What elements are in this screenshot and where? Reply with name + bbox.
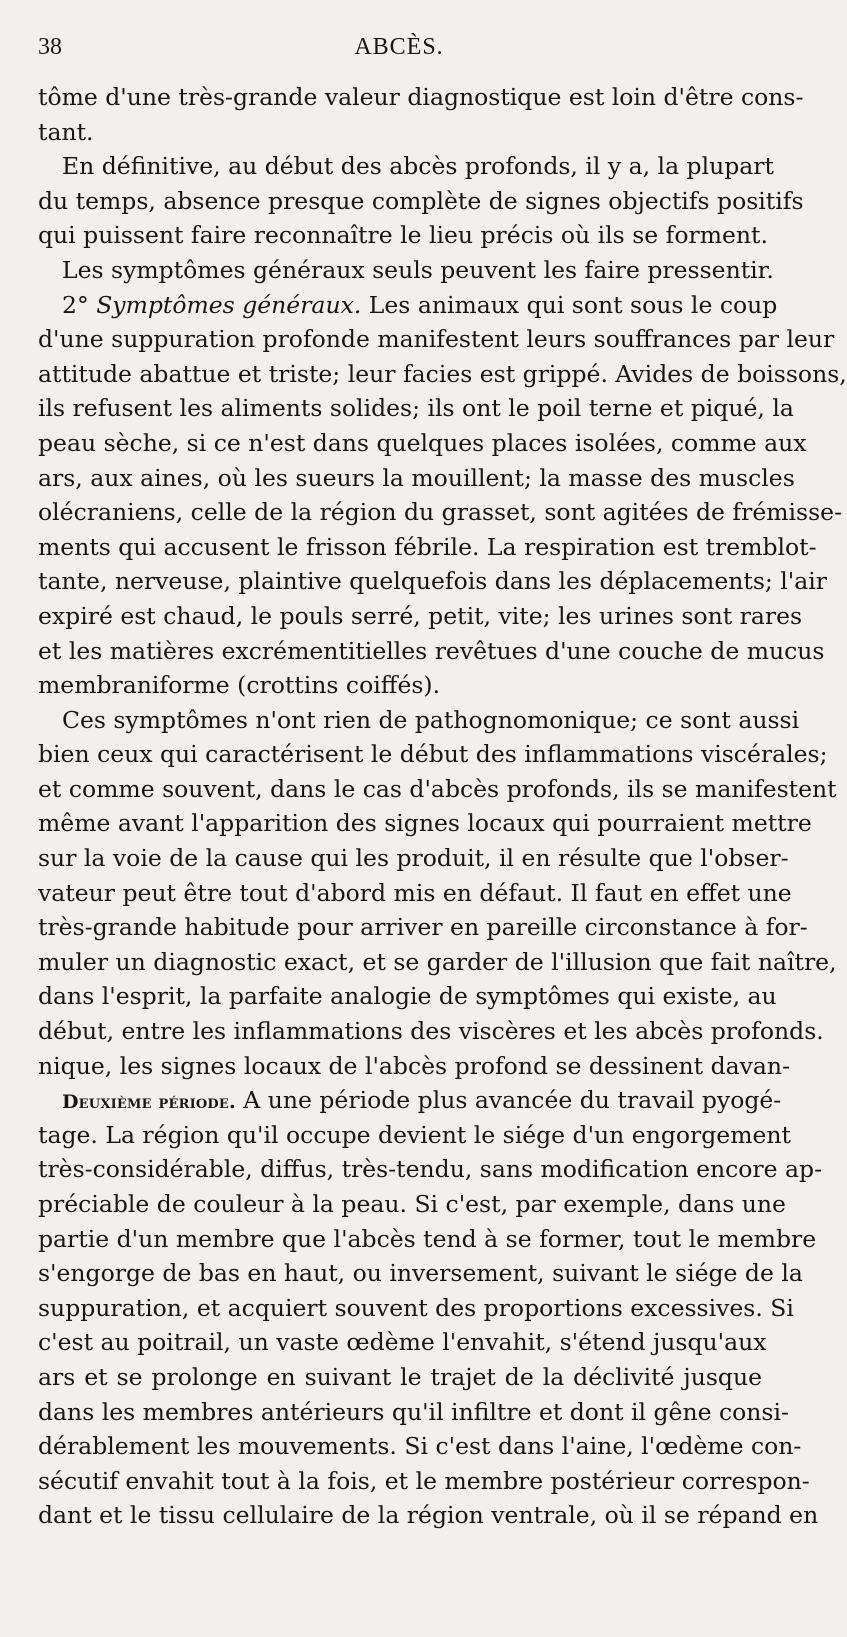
text-line: nique, les signes locaux de l'abcès profond se dessinent davan- bbox=[38, 1051, 791, 1080]
text-line: partie d'un membre que l'abcès tend à se former, tout le membre bbox=[38, 1224, 817, 1253]
text-line: peau sèche, si ce n'est dans quelques places isolées, comme aux bbox=[38, 428, 807, 457]
text-line: d'une suppuration profonde manifestent leurs souffrances par leur bbox=[38, 325, 835, 354]
section-heading: Deuxième période. bbox=[62, 1091, 236, 1114]
section-title: Symptômes généraux. bbox=[96, 290, 362, 319]
text-line bbox=[38, 1533, 762, 1568]
text-line: tôme d'une très-grande valeur diagnostique est loin d'être cons- bbox=[38, 83, 804, 111]
text-line: s'engorge de bas en haut, ou inversement, suivant le siége de la bbox=[38, 1259, 803, 1288]
text-line: sur la voie de la cause qui les produit, il en résulte que l'obser- bbox=[38, 844, 789, 873]
running-title: ABCÈS. bbox=[354, 34, 444, 60]
text-line: tage. La région qu'il occupe devient le siége d'un engorgement bbox=[38, 1120, 791, 1149]
text-line: En définitive, au début des abcès profonds, il y a, la plupart bbox=[62, 152, 774, 181]
section-number: 2° bbox=[62, 290, 89, 319]
text-line bbox=[38, 1602, 762, 1637]
text-line: très-grande habitude pour arriver en pareille circonstance à for- bbox=[38, 913, 808, 942]
text-line: Ces symptômes n'ont rien de pathognomonique; ce sont aussi bbox=[62, 705, 800, 734]
text-line: préciable de couleur à la peau. Si c'est, par exemple, dans une bbox=[38, 1190, 786, 1218]
text-line: membraniforme (crottins coiffés). bbox=[38, 671, 441, 700]
text-line: olécraniens, celle de la région du grasset, sont agitées de frémisse- bbox=[38, 498, 843, 527]
text-line: c'est au poitrail, un vaste œdème l'envahit, s'étend jusqu'aux bbox=[38, 1328, 767, 1357]
text-line: dérablement les mouvements. Si c'est dans l'aine, l'œdème con- bbox=[38, 1432, 802, 1461]
text-line: sécutif envahit tout à la fois, et le membre postérieur correspon- bbox=[38, 1466, 810, 1495]
text-line: tant. bbox=[38, 117, 94, 146]
text-line: début, entre les inflammations des viscères et les abcès profonds. bbox=[38, 1017, 824, 1046]
text-line: vateur peut être tout d'abord mis en défaut. Il faut en effet une bbox=[38, 878, 792, 907]
text-line: suppuration, et acquiert souvent des proportions excessives. Si bbox=[38, 1293, 794, 1322]
text-line: ils refusent les aliments solides; ils ont le poil terne et piqué, la bbox=[38, 394, 794, 423]
text-line: très-considérable, diffus, très-tendu, sans modification encore ap- bbox=[38, 1155, 823, 1184]
body-text bbox=[38, 80, 847, 1637]
text-line: même avant l'apparition des signes locaux qui pourraient mettre bbox=[38, 809, 812, 838]
page-header bbox=[38, 30, 760, 64]
text-line: bien ceux qui caractérisent le début des inflammations viscérales; bbox=[38, 740, 828, 769]
text-line bbox=[38, 1083, 782, 1118]
text-line: ars et se prolonge en suivant le trajet de la déclivité jusque bbox=[38, 1362, 762, 1391]
text-line: ments qui accusent le frisson fébrile. La respiration est tremblot- bbox=[38, 532, 817, 561]
text-line: dant et le tissu cellulaire de la région ventrale, où il se répand en bbox=[38, 1501, 819, 1530]
text-line: du temps, absence presque complète de signes objectifs positifs bbox=[38, 186, 804, 215]
text-line: qui puissent faire reconnaître le lieu précis où ils se forment. bbox=[38, 221, 768, 250]
page-number: 38 bbox=[38, 34, 62, 60]
text-line: attitude abattue et triste; leur facies est grippé. Avides de boissons, bbox=[38, 359, 847, 388]
text-line: Les symptômes généraux seuls peuvent les faire pressentir. bbox=[62, 255, 774, 284]
text-line bbox=[38, 1568, 762, 1603]
text-line: dans les membres antérieurs qu'il infiltre et dont il gêne consi- bbox=[38, 1397, 789, 1426]
text-line: et comme souvent, dans le cas d'abcès profonds, ils se manifestent bbox=[38, 774, 837, 803]
text-fragment: Les animaux qui sont sous le coup bbox=[368, 290, 778, 319]
text-line: et les matières excrémentitielles revêtues d'une couche de mucus bbox=[38, 636, 825, 665]
text-line: muler un diagnostic exact, et se garder de l'illusion que fait naître, bbox=[38, 947, 837, 976]
text-line bbox=[38, 288, 778, 323]
text-line: ars, aux aines, où les sueurs la mouillent; la masse des muscles bbox=[38, 463, 795, 492]
text-line: expiré est chaud, le pouls serré, petit, vite; les urines sont rares bbox=[38, 601, 803, 630]
text-line: dans l'esprit, la parfaite analogie de symptômes qui existe, au bbox=[38, 982, 777, 1011]
text-line: tante, nerveuse, plaintive quelquefois dans les déplacements; l'air bbox=[38, 567, 828, 596]
text-fragment: A une période plus avancée du travail pyogé- bbox=[243, 1086, 782, 1115]
